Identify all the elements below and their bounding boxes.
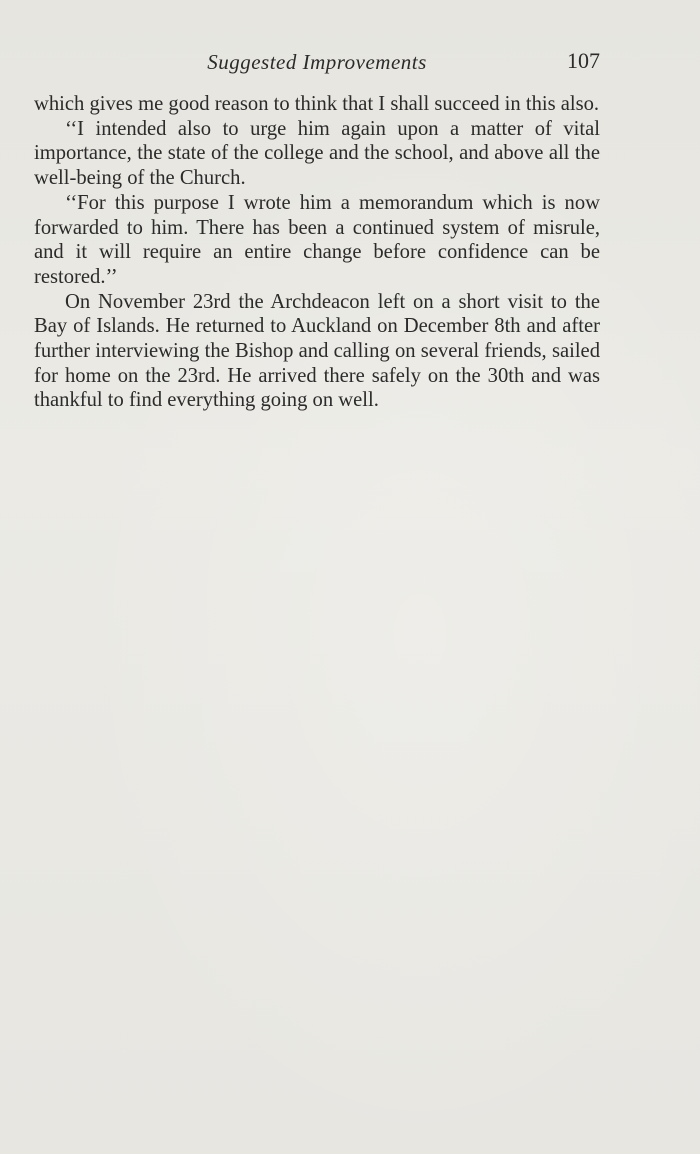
paragraph: On November 23rd the Archdeacon left on a short visit to the Bay of Islands. He returned to Auckland on December 8th and after further interviewing the Bishop and calling on several friends, sailed for home on the 23rd. He arrived there safely on the 30th and was thankful to find everything going on well. <box>34 290 600 412</box>
page-number: 107 <box>567 48 600 73</box>
paragraph: ‘‘For this purpose I wrote him a memorandum which is now forwarded to him. There has been a continued system of misrule, and it will require an entire change before confidence can be restored.’’ <box>34 191 600 288</box>
page-header <box>34 48 600 78</box>
paragraph: ‘‘I intended also to urge him again upon a matter of vital importance, the state of the college and the school, and above all the well-being of the Church. <box>34 117 600 190</box>
body-text <box>34 92 600 413</box>
paragraph: which gives me good reason to think that I shall succeed in this also. <box>34 93 600 115</box>
running-title: Suggested Improvements <box>207 50 427 74</box>
